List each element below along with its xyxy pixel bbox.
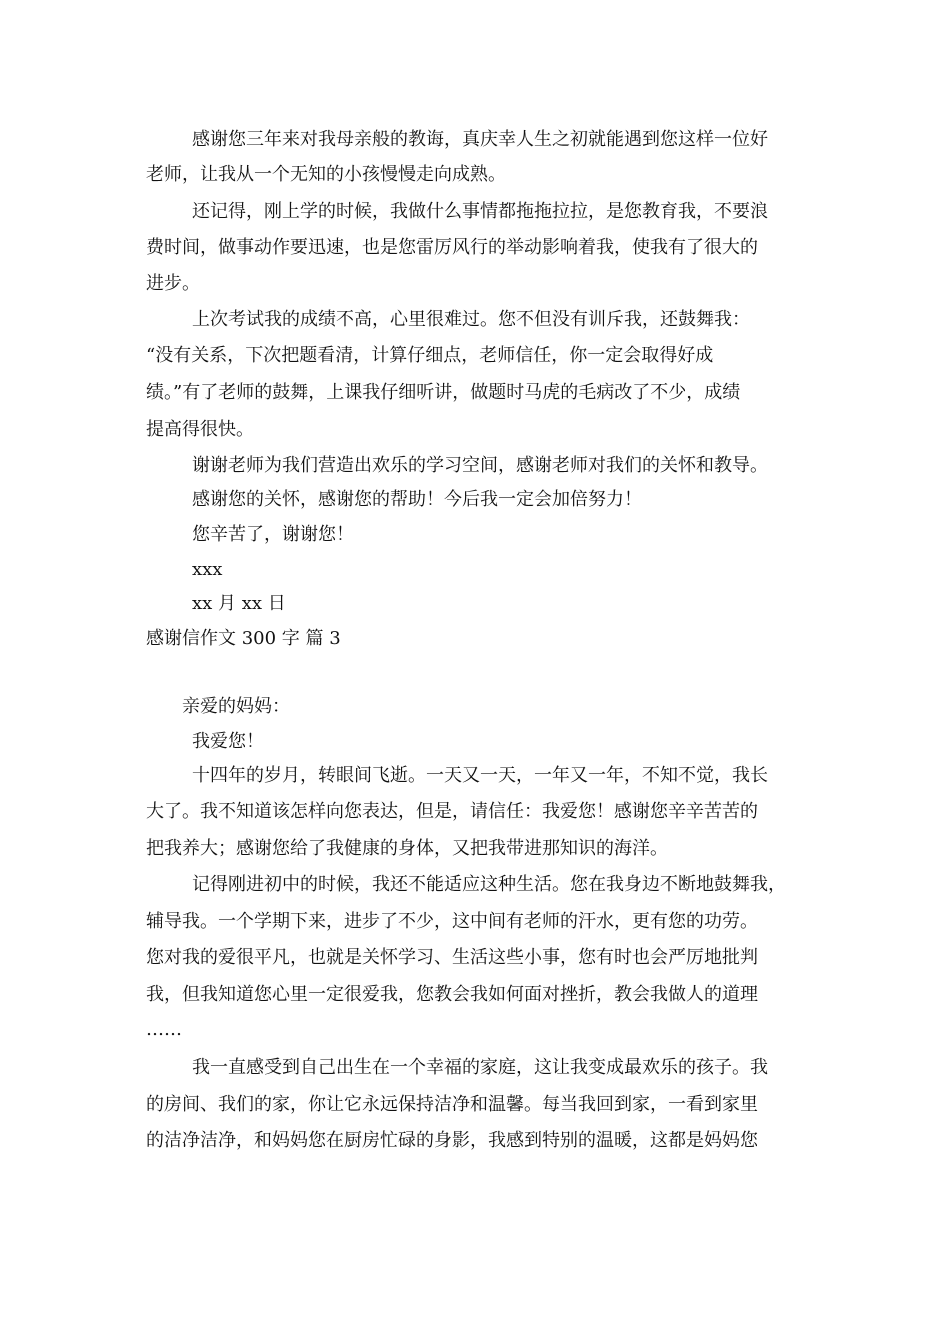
section-heading: 感谢信作文 300 字 篇 3 bbox=[146, 628, 341, 649]
letter2-p4-line2: 的房间、我们的家，你让它永远保持洁净和温馨。每当我回到家，一看到家里 bbox=[146, 1094, 758, 1115]
letter1-date: xx 月 xx 日 bbox=[192, 593, 286, 614]
letter2-p3-line1: 记得刚进初中的时候，我还不能适应这种生活。您在我身边不断地鼓舞我， bbox=[192, 874, 786, 895]
letter2-p4-line3: 的洁净洁净，和妈妈您在厨房忙碌的身影，我感到特别的温暖，这都是妈妈您 bbox=[146, 1130, 758, 1151]
letter1-p2-line3: 进步。 bbox=[146, 273, 200, 294]
letter1-p3-line3: 绩。”有了老师的鼓舞，上课我仔细听讲，做题时马虎的毛病改了不少，成绩 bbox=[146, 382, 741, 403]
letter1-p2-line1: 还记得，刚上学的时候，我做什么事情都拖拖拉拉，是您教育我，不要浪 bbox=[192, 201, 768, 222]
letter2-p4-line1: 我一直感受到自己出生在一个幸福的家庭，这让我变成最欢乐的孩子。我 bbox=[192, 1057, 768, 1078]
letter1-p3-line2: “没有关系，下次把题看清，计算仔细点，老师信任，你一定会取得好成 bbox=[146, 345, 714, 366]
letter2-p3-line3: 您对我的爱很平凡，也就是关怀学习、生活这些小事，您有时也会严厉地批判 bbox=[146, 947, 758, 968]
letter2-p3-ellipsis: …… bbox=[146, 1019, 182, 1040]
letter1-p2-line2: 费时间，做事动作要迅速，也是您雷厉风行的举动影响着我，使我有了很大的 bbox=[146, 237, 758, 258]
letter2-p3-line4: 我，但我知道您心里一定很爱我，您教会我如何面对挫折，教会我做人的道理 bbox=[146, 984, 758, 1005]
letter1-signature: xxx bbox=[192, 559, 223, 580]
letter2-p3-line2: 辅导我。一个学期下来，进步了不少，这中间有老师的汗水，更有您的功劳。 bbox=[146, 911, 758, 932]
letter1-p3-line4: 提高得很快。 bbox=[146, 419, 254, 440]
letter2-salutation: 亲爱的妈妈： bbox=[182, 696, 290, 717]
letter1-p5: 感谢您的关怀，感谢您的帮助！今后我一定会加倍努力！ bbox=[192, 489, 642, 510]
letter2-p2-line3: 把我养大；感谢您给了我健康的身体，又把我带进那知识的海洋。 bbox=[146, 838, 668, 859]
letter1-p1-line1: 感谢您三年来对我母亲般的教诲，真庆幸人生之初就能遇到您这样一位好 bbox=[192, 129, 768, 150]
letter2-p1: 我爱您！ bbox=[192, 731, 264, 752]
letter2-p2-line2: 大了。我不知道该怎样向您表达，但是，请信任：我爱您！感谢您辛辛苦苦的 bbox=[146, 801, 758, 822]
letter1-p4: 谢谢老师为我们营造出欢乐的学习空间，感谢老师对我们的关怀和教导。 bbox=[192, 455, 768, 476]
letter1-p3-line1: 上次考试我的成绩不高，心里很难过。您不但没有训斥我，还鼓舞我： bbox=[192, 309, 750, 330]
letter2-p2-line1: 十四年的岁月，转眼间飞逝。一天又一天，一年又一年，不知不觉，我长 bbox=[192, 765, 768, 786]
letter1-p1-line2: 老师，让我从一个无知的小孩慢慢走向成熟。 bbox=[146, 164, 506, 185]
letter1-p6: 您辛苦了，谢谢您！ bbox=[192, 524, 354, 545]
